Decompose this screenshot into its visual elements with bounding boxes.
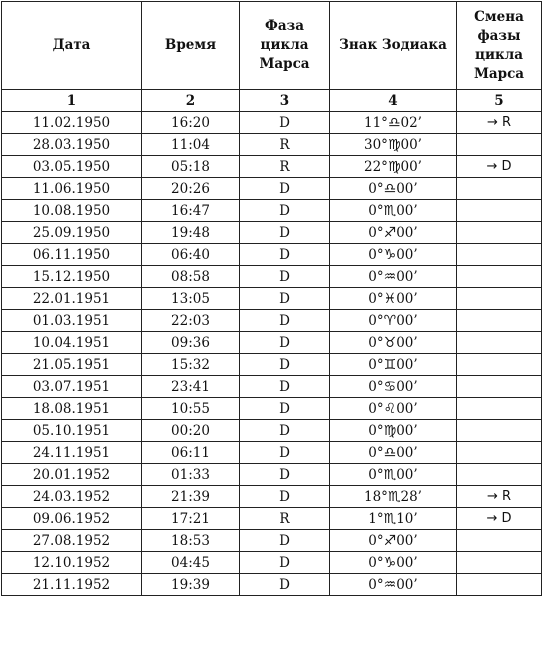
zodiac-position-cell: [330, 178, 457, 200]
table-row: [2, 420, 542, 442]
date-cell: 10.04.1951: [2, 332, 142, 354]
phase-cell: D: [240, 486, 330, 508]
scorpio-icon: ♏: [387, 488, 401, 505]
degree-value: 0°: [368, 356, 384, 373]
phase-change-cell: → R: [457, 486, 542, 508]
phase-change-cell: [457, 244, 542, 266]
phase-change-cell: [457, 354, 542, 376]
phase-change-cell: [457, 222, 542, 244]
table-row: [2, 508, 542, 530]
phase-cell: R: [240, 134, 330, 156]
phase-cell: D: [240, 376, 330, 398]
zodiac-position-cell: [330, 398, 457, 420]
degree-value: 0°: [368, 400, 384, 417]
phase-cell: D: [240, 178, 330, 200]
phase-change-cell: [457, 442, 542, 464]
phase-cell: D: [240, 200, 330, 222]
phase-cell: D: [240, 266, 330, 288]
virgo-icon: ♍: [387, 136, 401, 153]
date-cell: 05.10.1951: [2, 420, 142, 442]
phase-change-cell: [457, 376, 542, 398]
minute-value: 00’: [400, 136, 422, 153]
degree-value: 30°: [364, 136, 388, 153]
phase-change-cell: [457, 310, 542, 332]
aries-icon: ♈: [383, 312, 397, 329]
degree-value: 0°: [368, 268, 384, 285]
libra-icon: ♎: [387, 114, 401, 131]
table-row: [2, 288, 542, 310]
virgo-icon: ♍: [383, 422, 397, 439]
phase-change-cell: [457, 420, 542, 442]
table-row: [2, 574, 542, 596]
date-cell: 03.07.1951: [2, 376, 142, 398]
degree-value: 0°: [368, 532, 384, 549]
minute-value: 00’: [396, 444, 418, 461]
table-row: [2, 222, 542, 244]
time-cell: 00:20: [142, 420, 240, 442]
zodiac-position-cell: [330, 222, 457, 244]
date-cell: 27.08.1952: [2, 530, 142, 552]
time-cell: 19:39: [142, 574, 240, 596]
phase-cell: D: [240, 244, 330, 266]
table-row: [2, 332, 542, 354]
table-row: [2, 530, 542, 552]
time-cell: 13:05: [142, 288, 240, 310]
time-cell: 10:55: [142, 398, 240, 420]
minute-value: 00’: [396, 268, 418, 285]
date-cell: 18.08.1951: [2, 398, 142, 420]
phase-cell: D: [240, 530, 330, 552]
time-cell: 20:26: [142, 178, 240, 200]
minute-value: 00’: [396, 400, 418, 417]
minute-value: 00’: [396, 290, 418, 307]
time-cell: 08:58: [142, 266, 240, 288]
table-row: [2, 178, 542, 200]
phase-cell: D: [240, 288, 330, 310]
time-cell: 05:18: [142, 156, 240, 178]
date-cell: 12.10.1952: [2, 552, 142, 574]
zodiac-position-cell: [330, 574, 457, 596]
mars-ephemeris-table: [1, 1, 542, 596]
degree-value: 0°: [368, 224, 384, 241]
date-cell: 20.01.1952: [2, 464, 142, 486]
minute-value: 00’: [396, 246, 418, 263]
zodiac-position-cell: [330, 134, 457, 156]
minute-value: 28’: [400, 488, 422, 505]
minute-value: 10’: [396, 510, 418, 527]
scorpio-icon: ♏: [383, 202, 397, 219]
time-cell: 15:32: [142, 354, 240, 376]
minute-value: 00’: [396, 180, 418, 197]
date-cell: 24.03.1952: [2, 486, 142, 508]
phase-change-cell: [457, 200, 542, 222]
minute-value: 00’: [396, 554, 418, 571]
table-row: [2, 464, 542, 486]
degree-value: 0°: [368, 576, 384, 593]
phase-cell: D: [240, 112, 330, 134]
degree-value: 18°: [364, 488, 388, 505]
column-number: 4: [330, 90, 457, 112]
phase-change-cell: [457, 464, 542, 486]
zodiac-position-cell: [330, 244, 457, 266]
pisces-icon: ♓: [383, 290, 397, 307]
phase-cell: D: [240, 310, 330, 332]
libra-icon: ♎: [383, 180, 397, 197]
minute-value: 02’: [400, 114, 422, 131]
zodiac-position-cell: [330, 442, 457, 464]
minute-value: 00’: [400, 158, 422, 175]
zodiac-position-cell: [330, 464, 457, 486]
phase-cell: D: [240, 332, 330, 354]
zodiac-position-cell: [330, 420, 457, 442]
time-cell: 11:04: [142, 134, 240, 156]
scorpio-icon: ♏: [383, 466, 397, 483]
time-cell: 04:45: [142, 552, 240, 574]
date-cell: 25.09.1950: [2, 222, 142, 244]
phase-cell: D: [240, 574, 330, 596]
header-time: Время: [142, 2, 240, 90]
capricorn-icon: ♑: [383, 554, 397, 571]
zodiac-position-cell: [330, 508, 457, 530]
table-row: [2, 376, 542, 398]
date-cell: 22.01.1951: [2, 288, 142, 310]
column-number: 3: [240, 90, 330, 112]
date-cell: 10.08.1950: [2, 200, 142, 222]
date-cell: 11.06.1950: [2, 178, 142, 200]
sagittarius-icon: ♐: [383, 532, 397, 549]
time-cell: 01:33: [142, 464, 240, 486]
cancer-icon: ♋: [383, 378, 397, 395]
column-number: 2: [142, 90, 240, 112]
phase-cell: D: [240, 398, 330, 420]
zodiac-position-cell: [330, 376, 457, 398]
phase-change-cell: [457, 134, 542, 156]
phase-cell: R: [240, 508, 330, 530]
minute-value: 00’: [396, 334, 418, 351]
time-cell: 21:39: [142, 486, 240, 508]
header-phase: Фаза цикла Марса: [240, 2, 330, 90]
table-row: [2, 266, 542, 288]
scorpio-icon: ♏: [383, 510, 397, 527]
libra-icon: ♎: [383, 444, 397, 461]
header-phase-change: Смена фазы цикла Марса: [457, 2, 542, 90]
table-row: [2, 112, 542, 134]
table-row: [2, 244, 542, 266]
time-cell: 19:48: [142, 222, 240, 244]
phase-cell: D: [240, 552, 330, 574]
minute-value: 00’: [396, 422, 418, 439]
aquarius-icon: ♒: [383, 576, 397, 593]
degree-value: 0°: [368, 378, 384, 395]
date-cell: 06.11.1950: [2, 244, 142, 266]
time-cell: 16:20: [142, 112, 240, 134]
minute-value: 00’: [396, 356, 418, 373]
date-cell: 28.03.1950: [2, 134, 142, 156]
phase-change-cell: [457, 266, 542, 288]
table-row: [2, 398, 542, 420]
date-cell: 01.03.1951: [2, 310, 142, 332]
taurus-icon: ♉: [383, 334, 397, 351]
time-cell: 22:03: [142, 310, 240, 332]
zodiac-position-cell: [330, 552, 457, 574]
table-row: [2, 156, 542, 178]
minute-value: 00’: [396, 378, 418, 395]
zodiac-position-cell: [330, 486, 457, 508]
date-cell: 24.11.1951: [2, 442, 142, 464]
time-cell: 23:41: [142, 376, 240, 398]
phase-cell: D: [240, 420, 330, 442]
time-cell: 06:11: [142, 442, 240, 464]
table-body: [2, 112, 542, 596]
phase-change-cell: [457, 332, 542, 354]
gemini-icon: ♊: [383, 356, 397, 373]
time-cell: 16:47: [142, 200, 240, 222]
column-number-row: [2, 90, 542, 112]
table-row: [2, 310, 542, 332]
table-row: [2, 552, 542, 574]
header-zodiac-sign: Знак Зодиака: [330, 2, 457, 90]
phase-change-cell: → R: [457, 112, 542, 134]
date-cell: 11.02.1950: [2, 112, 142, 134]
minute-value: 00’: [396, 202, 418, 219]
degree-value: 0°: [368, 180, 384, 197]
degree-value: 0°: [368, 202, 384, 219]
zodiac-position-cell: [330, 354, 457, 376]
phase-change-cell: → D: [457, 508, 542, 530]
column-number: 1: [2, 90, 142, 112]
time-cell: 18:53: [142, 530, 240, 552]
zodiac-position-cell: [330, 200, 457, 222]
degree-value: 0°: [368, 290, 384, 307]
time-cell: 09:36: [142, 332, 240, 354]
date-cell: 15.12.1950: [2, 266, 142, 288]
phase-change-cell: [457, 574, 542, 596]
date-cell: 03.05.1950: [2, 156, 142, 178]
phase-cell: D: [240, 354, 330, 376]
degree-value: 0°: [368, 334, 384, 351]
zodiac-position-cell: [330, 156, 457, 178]
degree-value: 0°: [368, 312, 384, 329]
date-cell: 09.06.1952: [2, 508, 142, 530]
header-row: [2, 2, 542, 90]
header-date: Дата: [2, 2, 142, 90]
capricorn-icon: ♑: [383, 246, 397, 263]
table-row: [2, 354, 542, 376]
column-number: 5: [457, 90, 542, 112]
date-cell: 21.05.1951: [2, 354, 142, 376]
aquarius-icon: ♒: [383, 268, 397, 285]
degree-value: 11°: [364, 114, 388, 131]
minute-value: 00’: [396, 576, 418, 593]
phase-cell: R: [240, 156, 330, 178]
degree-value: 0°: [368, 246, 384, 263]
zodiac-position-cell: [330, 266, 457, 288]
phase-change-cell: [457, 552, 542, 574]
minute-value: 00’: [396, 224, 418, 241]
phase-change-cell: [457, 178, 542, 200]
table-row: [2, 200, 542, 222]
time-cell: 17:21: [142, 508, 240, 530]
zodiac-position-cell: [330, 310, 457, 332]
zodiac-position-cell: [330, 530, 457, 552]
phase-change-cell: [457, 288, 542, 310]
phase-change-cell: [457, 398, 542, 420]
phase-cell: D: [240, 222, 330, 244]
sagittarius-icon: ♐: [383, 224, 397, 241]
phase-change-cell: [457, 530, 542, 552]
phase-change-cell: → D: [457, 156, 542, 178]
phase-cell: D: [240, 442, 330, 464]
leo-icon: ♌: [383, 400, 397, 417]
degree-value: 0°: [368, 422, 384, 439]
minute-value: 00’: [396, 532, 418, 549]
time-cell: 06:40: [142, 244, 240, 266]
date-cell: 21.11.1952: [2, 574, 142, 596]
phase-cell: D: [240, 464, 330, 486]
zodiac-position-cell: [330, 288, 457, 310]
degree-value: 22°: [364, 158, 388, 175]
table-row: [2, 134, 542, 156]
degree-value: 0°: [368, 554, 384, 571]
degree-value: 1°: [368, 510, 384, 527]
minute-value: 00’: [396, 466, 418, 483]
virgo-icon: ♍: [387, 158, 401, 175]
table-row: [2, 442, 542, 464]
zodiac-position-cell: [330, 332, 457, 354]
minute-value: 00’: [396, 312, 418, 329]
degree-value: 0°: [368, 444, 384, 461]
zodiac-position-cell: [330, 112, 457, 134]
degree-value: 0°: [368, 466, 384, 483]
table-row: [2, 486, 542, 508]
